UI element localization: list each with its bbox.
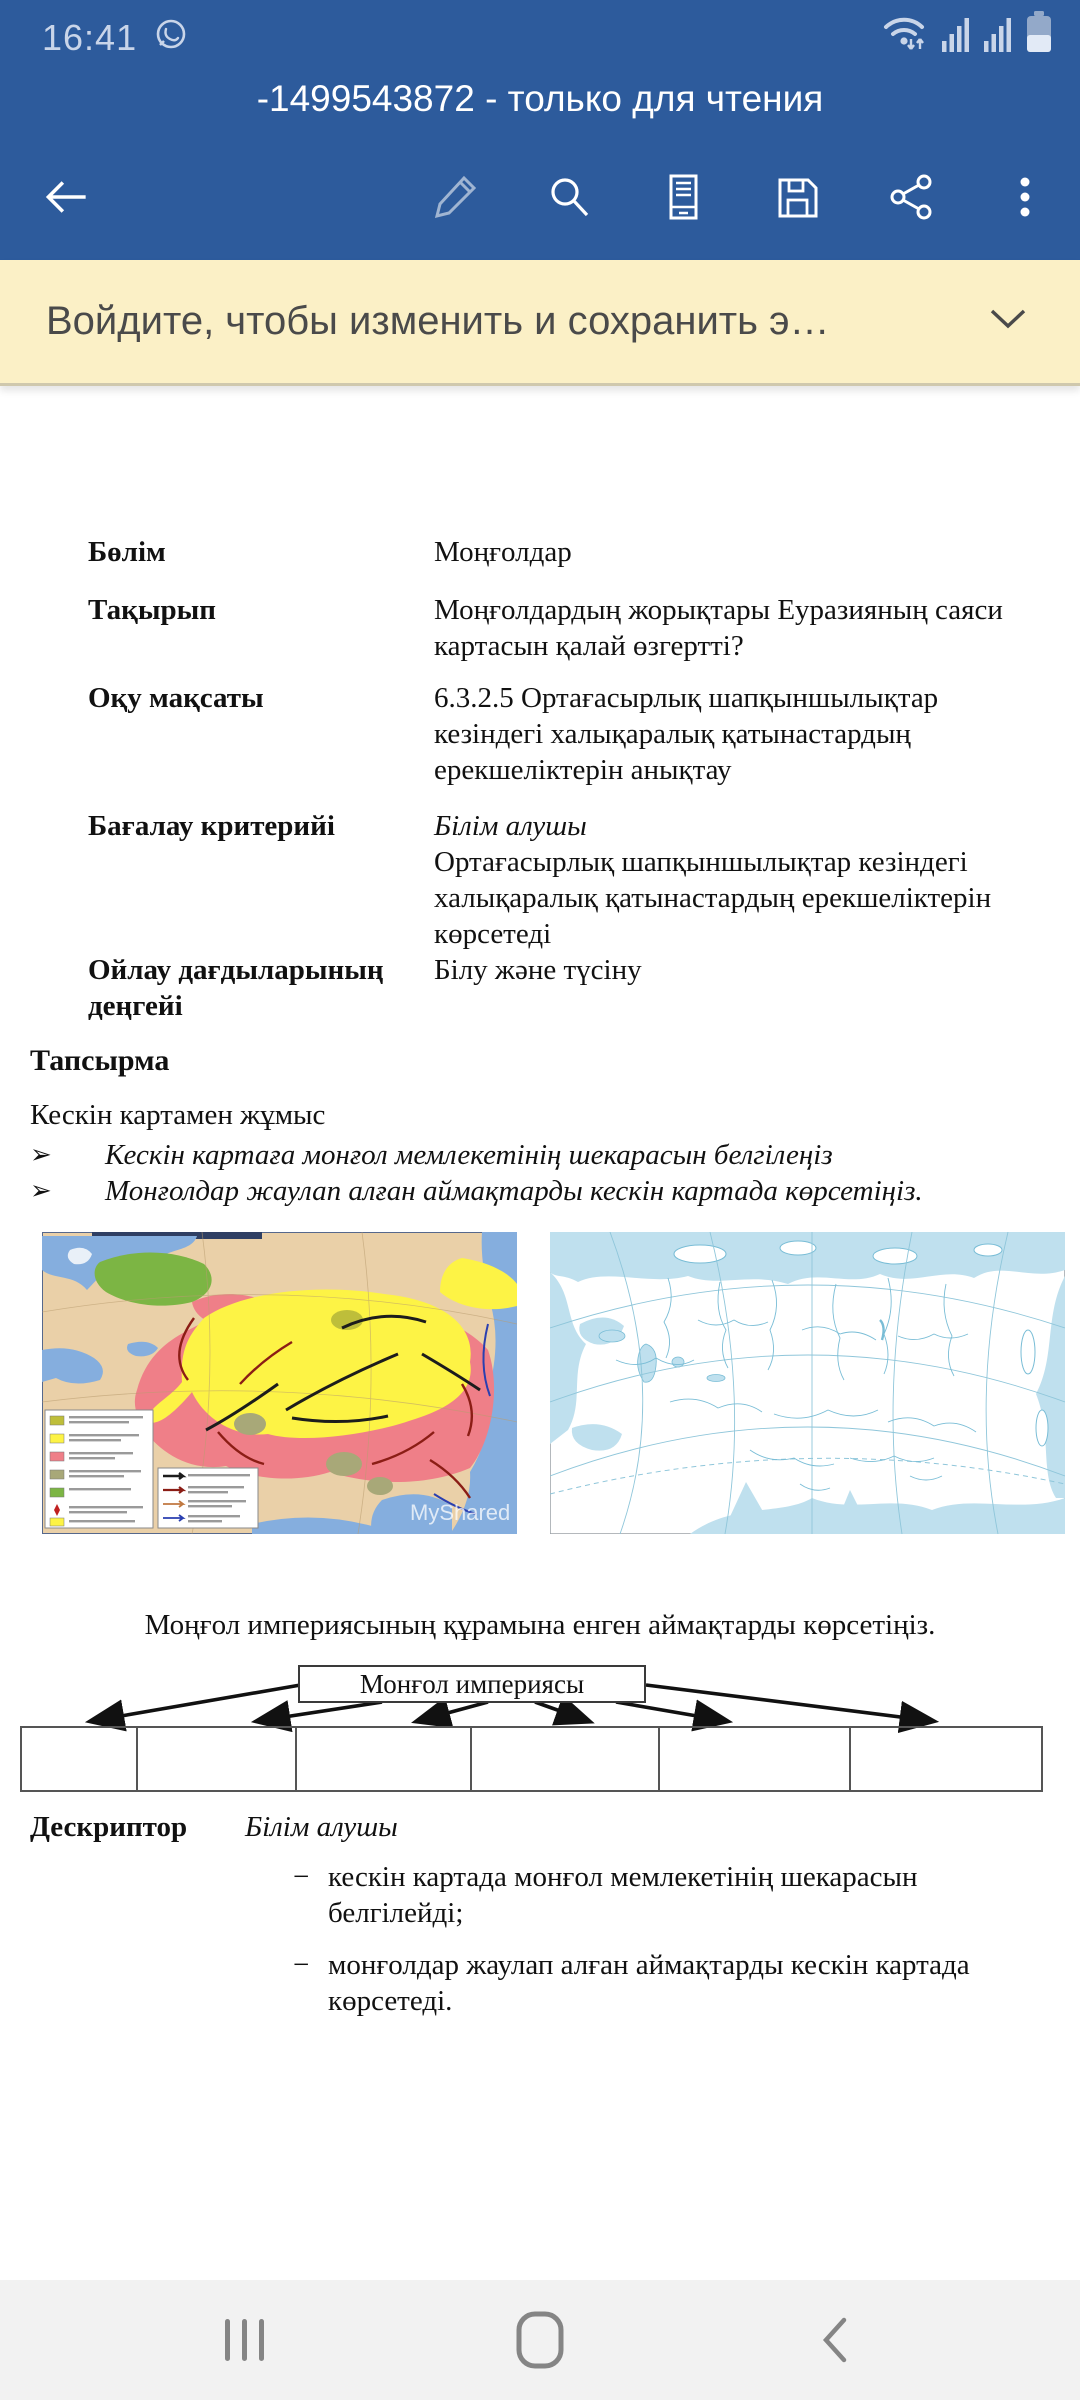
descriptor-lead: Білім алушы xyxy=(245,1811,398,1843)
spec-value: Моңғолдар xyxy=(434,536,572,568)
descriptor-item-1 xyxy=(293,1859,1040,1931)
spec-value: Білу және түсіну xyxy=(434,954,642,986)
share-button[interactable] xyxy=(880,166,942,228)
answer-cell-2[interactable] xyxy=(138,1726,297,1792)
dash-bullet: − xyxy=(293,1949,310,1981)
task-subheading: Кескін картамен жұмыс xyxy=(30,1099,326,1131)
spec-row-learning-objective xyxy=(88,680,1020,788)
spec-label: Бағалау критерийі xyxy=(88,810,335,842)
spec-value: Моңғолдардың жорықтары Еуразияның саяси картасын қалай өзгертті? xyxy=(434,594,1003,662)
spec-value: 6.3.2.5 Ортағасырлық шапқыншылықтар кезіндегі халықаралық қатынастардың ерекшеліктерін анықтау xyxy=(434,682,939,786)
dash-bullet: − xyxy=(293,1861,310,1893)
save-button[interactable] xyxy=(766,166,828,228)
search-button[interactable] xyxy=(538,166,600,228)
task-bullet-2 xyxy=(30,1174,1040,1208)
empire-scheme xyxy=(20,1665,1043,1793)
recents-button[interactable] xyxy=(210,2305,280,2375)
map-legend-territories xyxy=(45,1410,153,1528)
document-page[interactable] xyxy=(0,386,1080,2280)
battery-icon xyxy=(1026,11,1052,58)
toolbar xyxy=(0,134,1080,260)
answer-cell-4[interactable] xyxy=(472,1726,660,1792)
task-bullet-text: Монғолдар жаулап алған аймақтарды кескін картада көрсетіңіз. xyxy=(105,1175,923,1207)
spec-label: Оқу мақсаты xyxy=(88,682,264,714)
answer-cell-6[interactable] xyxy=(851,1726,1043,1792)
back-button[interactable] xyxy=(36,166,98,228)
sign-in-banner[interactable] xyxy=(0,260,1080,386)
signal-strength-icon-sim1 xyxy=(942,15,970,58)
descriptor-item-text: кескін картада монғол мемлекетінің шекарасын белгілейді; xyxy=(328,1861,918,1929)
spec-row-thinking-skills xyxy=(88,952,1020,1024)
descriptor-section xyxy=(0,1793,1080,2019)
whatsapp-notification-icon xyxy=(151,15,191,60)
task-section xyxy=(0,1034,1080,1208)
spec-label: Бөлім xyxy=(88,536,166,568)
scheme-caption: Моңғол империясының құрамына енген аймақтарды көрсетіңіз. xyxy=(144,1609,936,1641)
arrow-bullet-icon: ➢ xyxy=(30,1176,52,1205)
wifi-icon xyxy=(882,11,928,58)
answer-cell-5[interactable] xyxy=(660,1726,851,1792)
answer-cells-row xyxy=(20,1726,1043,1792)
sign-in-banner-text: Войдите, чтобы изменить и сохранить э… xyxy=(46,299,830,343)
spec-row-section xyxy=(88,534,1020,570)
status-bar xyxy=(0,0,1080,64)
signal-strength-icon-sim2 xyxy=(984,15,1012,58)
overflow-menu-button[interactable] xyxy=(994,166,1056,228)
descriptor-item-2 xyxy=(293,1947,1040,2019)
mobile-view-button[interactable] xyxy=(652,166,714,228)
eurasia-contour-map xyxy=(550,1232,1065,1543)
map-legend-campaigns xyxy=(158,1468,258,1528)
task-bullet-1 xyxy=(30,1138,1040,1172)
spec-label: Ойлау дағдыларының деңгейі xyxy=(88,954,384,1022)
task-heading: Тапсырма xyxy=(30,1044,170,1077)
maps-row xyxy=(0,1210,1080,1543)
descriptor-item-text: монғолдар жаулап алған аймақтарды кескін картада көрсетеді. xyxy=(328,1949,970,2017)
spec-value-lead: Білім алушы xyxy=(434,810,587,842)
arrow-bullet-icon: ➢ xyxy=(30,1140,52,1169)
spec-value xyxy=(434,808,1020,952)
descriptor-label: Дескриптор xyxy=(30,1811,188,1843)
chevron-down-icon[interactable] xyxy=(988,307,1028,336)
app-title-bar xyxy=(0,64,1080,134)
answer-cell-1[interactable] xyxy=(20,1726,138,1792)
back-nav-button[interactable] xyxy=(800,2305,870,2375)
lesson-spec-table xyxy=(0,386,1080,1024)
answer-cell-3[interactable] xyxy=(297,1726,472,1792)
empire-box: Монғол империясы xyxy=(298,1665,646,1703)
spec-label: Тақырып xyxy=(88,594,216,626)
android-navigation-bar xyxy=(0,2280,1080,2400)
clock: 16:41 xyxy=(42,16,138,58)
mongol-empire-historical-map xyxy=(42,1232,517,1543)
edit-button[interactable] xyxy=(424,166,486,228)
spec-row-topic xyxy=(88,592,1020,664)
spec-value-body: Ортағасырлық шапқыншылықтар кезіндегі халықаралық қатынастардың ерекшеліктерін көрсетеді xyxy=(434,846,992,950)
home-button[interactable] xyxy=(505,2305,575,2375)
spec-row-assessment-criteria xyxy=(88,808,1020,952)
task-bullet-text: Кескін картаға монғол мемлекетінің шекарасын белгілеңіз xyxy=(105,1139,833,1171)
document-title: -1499543872 - только для чтения xyxy=(256,78,824,119)
watermark: MyShared xyxy=(410,1500,511,1525)
